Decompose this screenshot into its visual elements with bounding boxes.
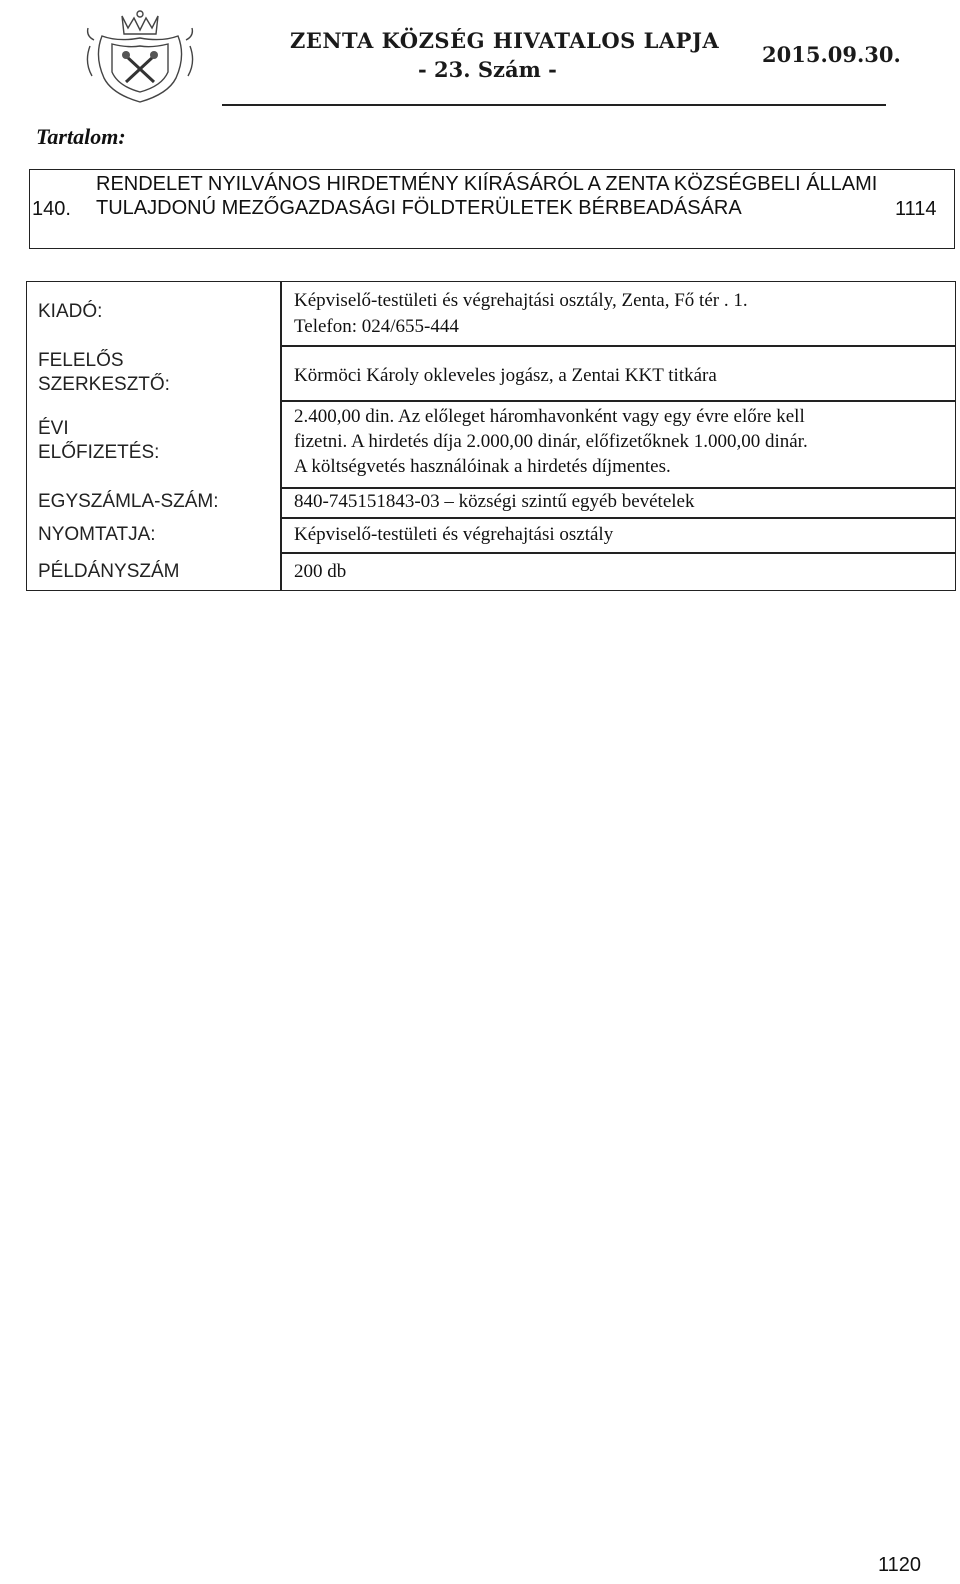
- header-rule: [222, 104, 886, 106]
- publisher-label: KIADÓ:: [38, 301, 103, 322]
- issue-date: 2015.09.30.: [762, 42, 901, 67]
- page-header: [0, 0, 960, 110]
- subscription-label-line2: ELŐFIZETÉS:: [38, 442, 160, 463]
- imprint-row-divider: [280, 400, 956, 402]
- imprint-row-divider: [280, 517, 956, 519]
- imprint-row-divider: [280, 345, 956, 347]
- publisher-value-line1: Képviselő-testületi és végrehajtási osztály, Zenta, Fő tér . 1.: [294, 290, 748, 311]
- coat-of-arms-icon: [82, 6, 198, 106]
- subscription-value-line1: 2.400,00 din. Az előleget háromhavonként vagy egy évre előre kell: [294, 406, 805, 427]
- imprint-row-divider: [280, 487, 956, 489]
- subscription-value-line3: A költségvetés használóinak a hirdetés díjmentes.: [294, 456, 671, 477]
- toc-entry-title[interactable]: RENDELET NYILVÁNOS HIRDETMÉNY KIÍRÁSÁRÓL A ZENTA KÖZSÉGBELI ÁLLAMI TULAJDONÚ MEZŐGAZDASÁGI FÖLDTERÜLETEK BÉRBEADÁSÁRA: [96, 173, 878, 219]
- issue-number: - 23. Szám -: [418, 57, 557, 82]
- publication-title: ZENTA KÖZSÉG HIVATALOS LAPJA: [290, 28, 720, 53]
- toc-heading: Tartalom:: [36, 124, 126, 149]
- page-number: 1120: [878, 1554, 922, 1576]
- imprint-column-divider: [280, 281, 282, 591]
- editor-value: Körmöci Károly okleveles jogász, a Zentai KKT titkára: [294, 365, 717, 386]
- toc-entry-page: 1114: [895, 198, 937, 220]
- subscription-value-line2: fizetni. A hirdetés díja 2.000,00 dinár, előfizetőknek 1.000,00 dinár.: [294, 431, 808, 452]
- editor-label-line2: SZERKESZTŐ:: [38, 374, 170, 395]
- printer-label: NYOMTATJA:: [38, 524, 156, 545]
- account-label: EGYSZÁMLA-SZÁM:: [38, 491, 219, 512]
- editor-label-line1: FELELŐS: [38, 350, 124, 371]
- copies-label: PÉLDÁNYSZÁM: [38, 561, 180, 582]
- copies-value: 200 db: [294, 561, 347, 582]
- imprint-row-divider: [280, 552, 956, 554]
- subscription-label-line1: ÉVI: [38, 418, 69, 439]
- toc-entry-number: 140.: [32, 198, 71, 220]
- publisher-value-line2: Telefon: 024/655-444: [294, 316, 459, 337]
- account-value: 840-745151843-03 – községi szintű egyéb bevételek: [294, 491, 695, 512]
- printer-value: Képviselő-testületi és végrehajtási osztály: [294, 524, 614, 545]
